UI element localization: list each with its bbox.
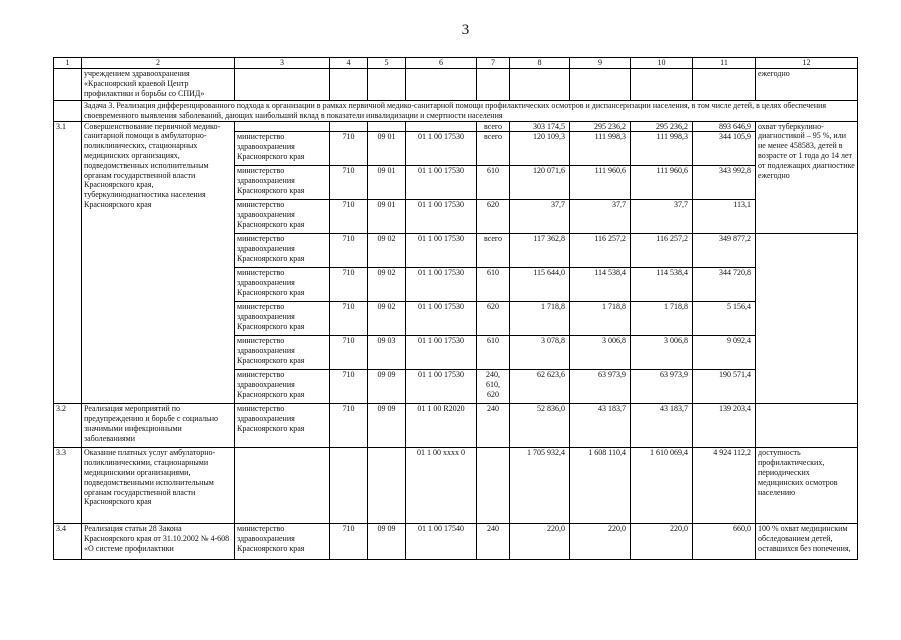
cell-kvr: 610 [477,166,510,200]
cell-value: 660,0 [693,524,756,560]
cell-code: 01 1 00 R2020 [406,404,477,448]
cell-agency: министерство здравоохранения Красноярского края [235,268,330,302]
cell-value: 52 836,0 [510,404,570,448]
cell-value: 1 608 110,4 [570,448,631,524]
item-result: 100 % охват медицинским обследованием детей, оставшихся без попечения, [756,524,858,560]
cell-kvr: 240 [477,404,510,448]
page-number: 3 [461,22,470,38]
cell-value: 63 973,9 [631,370,693,404]
cell-value: 1 718,8 [631,302,693,336]
cell-value: 1 718,8 [510,302,570,336]
cell-value: 63 973,9 [570,370,631,404]
cell-agency: министерство здравоохранения Красноярского края [235,166,330,200]
cell-code: 09 01 [368,200,406,234]
item-number: 3.2 [54,404,82,448]
cell-code: 09 02 [368,234,406,268]
cell-code: 09 09 [368,404,406,448]
cell-value: 190 571,4 [693,370,756,404]
cell-code [330,448,368,524]
cell-value: 62 623,6 [510,370,570,404]
cell-code: 710 [330,336,368,370]
cell-code: 01 1 00 17530 [406,370,477,404]
cell-code: 01 1 00 17530 [406,132,477,166]
header-cell: 8 [510,58,570,69]
item-number: 3.1 [54,121,82,404]
cell-value: 3 006,8 [631,336,693,370]
cell-agency: министерство здравоохранения Красноярского края [235,302,330,336]
cell-value: 43 183,7 [631,404,693,448]
cell-agency [235,448,330,524]
header-cell: 2 [82,58,235,69]
program-table [53,57,858,560]
cell-value: 43 183,7 [570,404,631,448]
cell-code: 09 01 [368,166,406,200]
cell-code: 01 1 00 17530 [406,234,477,268]
cell-kvr: 620 [477,200,510,234]
cell-value: 117 362,8 [510,234,570,268]
header-cell: 3 [235,58,330,69]
cell-kvr: 240, 610, 620 [477,370,510,404]
cell-code: 710 [330,268,368,302]
cell-kvr: 240 [477,524,510,560]
cell-value: 1 610 069,4 [631,448,693,524]
item-result: доступность профилактических, периодических медицинских осмотров населению [756,448,858,524]
cell-kvr: всего [477,132,510,166]
cell-value: 3 078,8 [510,336,570,370]
cell-value: 37,7 [631,200,693,234]
task-3-title: Задача 3. Реализация дифференцированного подхода к организации в рамках первичной медико-санитарной помощи профилактических осмотров и диспансеризации населения, в том числе детей, в целях обеспечения своевременного выявления заболеваний, дающих наибольший вклад в показатели инвалидизации и смертности населения [82,101,858,122]
header-cell: 7 [477,58,510,69]
cell-agency: министерство здравоохранения Красноярского края [235,132,330,166]
header-cell: 11 [693,58,756,69]
continuation-result: ежегодно [756,69,858,101]
cell-code: 710 [330,302,368,336]
cell-value: 344 105,9 [693,132,756,166]
cell-code: 09 01 [368,132,406,166]
item-name: Реализация статьи 28 Закона Красноярского края от 31.10.2002 № 4-608 «О системе профилактики [82,524,235,560]
cell-code: 01 1 00 17530 [406,336,477,370]
cell-value: 111 960,6 [570,166,631,200]
cell-code: 710 [330,370,368,404]
cell-value: 303 174,5 [510,121,570,132]
cell-code: 710 [330,524,368,560]
cell-value: 349 877,2 [693,234,756,268]
cell-value: 893 646,9 [693,121,756,132]
cell-code: 09 09 [368,370,406,404]
item-result [756,404,858,448]
cell-value: 220,0 [570,524,631,560]
item-name: Оказание платных услуг амбулаторно-поликлиническими, стационарными медицинскими организациями, подведомственными исполнительным органам государственной власти Красноярского края [82,448,235,524]
header-cell: 4 [330,58,368,69]
cell-code: 01 1 00 xxxx 0 [406,448,477,524]
cell-kvr: 610 [477,336,510,370]
item-number: 3.4 [54,524,82,560]
cell-value: 116 257,2 [570,234,631,268]
continuation-name: учреждением здравоохранения «Красноярский краевой Центр профилактики и борьбы со СПИД» [82,69,235,101]
cell-value: 220,0 [510,524,570,560]
cell-kvr: 620 [477,302,510,336]
item-name: Реализация мероприятий по предупреждению и борьбе с социально значимыми инфекционными заболеваниями [82,404,235,448]
header-cell: 10 [631,58,693,69]
header-row [54,58,858,69]
cell-value: 111 998,3 [570,132,631,166]
cell-agency: министерство здравоохранения Красноярского края [235,200,330,234]
header-cell: 6 [406,58,477,69]
item-result: охват туберкулино-диагностикой – 95 %, или не менее 458583, детей в возрасте от 1 года до 14 лет от подлежащих диагностике ежегодно [756,121,858,234]
cell-code: 01 1 00 17530 [406,166,477,200]
cell-value: 111 960,6 [631,166,693,200]
cell-code [368,448,406,524]
cell-value: 111 998,3 [631,132,693,166]
cell-value: 4 924 112,2 [693,448,756,524]
cell-value: 9 092,4 [693,336,756,370]
cell-code: 01 1 00 17530 [406,268,477,302]
cell-code: 710 [330,404,368,448]
cell-value: 116 257,2 [631,234,693,268]
table-row [54,448,858,524]
continuation-row [54,69,858,101]
cell-value: 120 109,3 [510,132,570,166]
cell-value: 37,7 [570,200,631,234]
cell-code: 09 03 [368,336,406,370]
cell-value: 114 538,4 [631,268,693,302]
cell-code: 01 1 00 17530 [406,200,477,234]
item-name: Совершенствование первичной медико-санитарной помощи в амбулаторно-поликлинических, стационарных медицинских организациях, подведомственных исполнительным органам государственной власти Красноярского края, туберкулинодиагностика населения Красноярского края [82,121,235,404]
cell-value: 37,7 [510,200,570,234]
header-cell: 9 [570,58,631,69]
cell-code: 09 09 [368,524,406,560]
header-cell: 1 [54,58,82,69]
cell-code: 09 02 [368,302,406,336]
cell-agency: министерство здравоохранения Красноярского края [235,234,330,268]
cell-value: 3 006,8 [570,336,631,370]
cell-value: 115 644,0 [510,268,570,302]
cell-agency: министерство здравоохранения Красноярского края [235,336,330,370]
cell-kvr: всего [477,121,510,132]
cell-value: 1 718,8 [570,302,631,336]
task-row [54,101,858,122]
cell-kvr [477,448,510,524]
cell-code: 01 1 00 17530 [406,302,477,336]
table-row [54,404,858,448]
cell-value: 343 992,8 [693,166,756,200]
cell-value: 139 203,4 [693,404,756,448]
header-cell: 5 [368,58,406,69]
header-cell: 12 [756,58,858,69]
cell-value: 344 720,8 [693,268,756,302]
cell-value: 5 156,4 [693,302,756,336]
cell-code: 01 1 00 17540 [406,524,477,560]
cell-value: 120 071,6 [510,166,570,200]
cell-kvr: 610 [477,268,510,302]
cell-value: 295 236,2 [631,121,693,132]
cell-value: 220,0 [631,524,693,560]
cell-agency: министерство здравоохранения Красноярского края [235,524,330,560]
cell-value: 295 236,2 [570,121,631,132]
table-row [54,524,858,560]
cell-value: 1 705 932,4 [510,448,570,524]
cell-agency: министерство здравоохранения Красноярского края [235,404,330,448]
cell-code: 710 [330,166,368,200]
cell-code: 09 02 [368,268,406,302]
cell-code: 710 [330,200,368,234]
cell-code: 710 [330,132,368,166]
cell-kvr: всего [477,234,510,268]
item-number: 3.3 [54,448,82,524]
cell-code: 710 [330,234,368,268]
cell-value: 113,1 [693,200,756,234]
cell-value: 114 538,4 [570,268,631,302]
table-row [54,121,858,132]
cell-agency: министерство здравоохранения Красноярского края [235,370,330,404]
